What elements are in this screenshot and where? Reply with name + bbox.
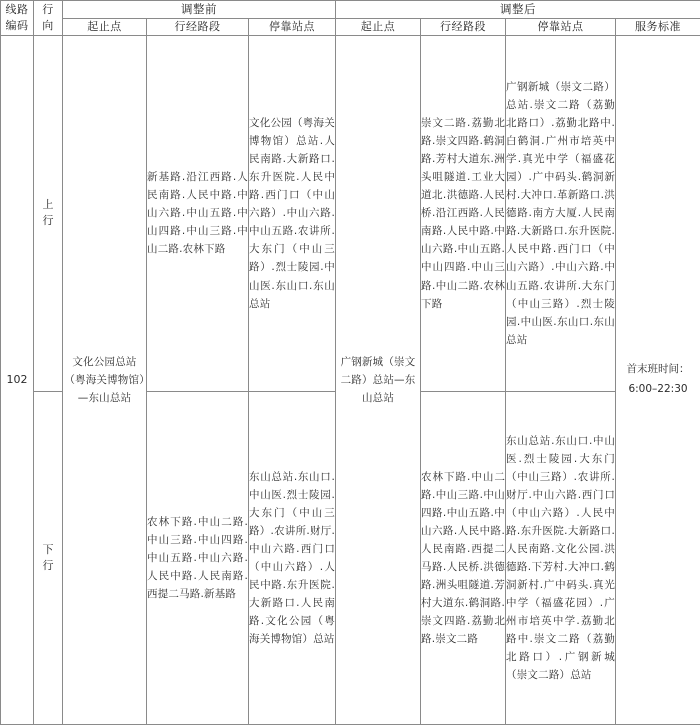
header-line-code <box>1 1 34 36</box>
header-after-terminals: 起止点 <box>336 18 421 35</box>
cell-before-terminals: 文化公园总站（粤海关博物馆）—东山总站 <box>63 35 147 724</box>
header-line-code-line2: 编码 <box>5 18 29 32</box>
cell-line-code: 102 <box>1 35 34 724</box>
cell-before-road-sections-downbound: 农林下路.中山二路.中山三路.中山四路.中山五路.中山六路.人民中路.人民南路.西提二马路.新基路 <box>147 392 249 725</box>
table-row-upbound <box>1 35 700 392</box>
cell-after-road-sections-upbound: 崇文二路.荔勤北路.崇文四路.鹤洞路.芳村大道东.洲头咀隧道.工业大道北.洪德路.人民桥.沿江西路.人民南路.人民中路.中山六路.中山五路.中山四路.中山三路.中山二路.农林下路 <box>421 35 506 392</box>
header-direction-line1: 行 <box>42 2 54 16</box>
header-line-code-line1: 线路 <box>5 2 29 16</box>
direction-upbound-line1: 上 <box>42 198 54 212</box>
cell-after-road-sections-downbound: 农林下路.中山二路.中山三路.中山四路.中山五路.中山六路.人民中路.人民南路.西提二马路.人民桥.洪德路.洲头咀隧道.芳村大道东.鹤洞路.崇文四路.荔勤北路.崇文二路 <box>421 392 506 725</box>
header-after-stops: 停靠站点 <box>506 18 616 35</box>
service-standard-value: 6:00–22:30 <box>628 382 688 395</box>
cell-before-stops-downbound: 东山总站.东山口.中山医.烈士陵园.大东门（中山三路）.农讲所.财厅.中山六路.西门口（中山六路）.人民中路.东升医院.大新路口.人民南路.文化公园（粤海关博物馆）总站 <box>249 392 336 725</box>
header-after-group: 调整后 <box>336 1 700 19</box>
header-service-standard: 服务标准 <box>616 18 700 35</box>
table-header <box>1 1 700 36</box>
header-before-stops: 停靠站点 <box>249 18 336 35</box>
cell-after-stops-downbound: 东山总站.东山口.中山医.烈士陵园.大东门（中山三路）.农讲所.财厅.中山六路.西门口（中山六路）.人民中路.东升医院.大新路口.人民南路.文化公园.洪德路.下芳村.大冲口.鹤洞新村.广中码头.真光中学（福盛花园）.广州市培英中学.荔勤北路中.崇文二路（荔勤北路口）.广钢新城（崇文二路）总站 <box>506 392 616 725</box>
direction-downbound-line1: 下 <box>42 543 54 557</box>
header-before-group: 调整前 <box>63 1 336 19</box>
cell-direction-upbound <box>34 35 63 392</box>
direction-downbound-line2: 行 <box>42 559 54 573</box>
cell-after-stops-upbound: 广钢新城（崇文二路）总站.崇文二路（荔勤北路口）.荔勤北路中.白鹤洞.广州市培英中学.真光中学（福盛花园）.广中码头.鹤洞新村.大冲口.革新路口.洪德路.南方大厦.人民南路.大新路口.东升医院.人民中路.西门口（中山六路）.中山六路.中山五路.农讲所.大东门（中山三路）.烈士陵园.中山医.东山口.东山总站 <box>506 35 616 392</box>
cell-direction-downbound <box>34 392 63 725</box>
header-direction-line2: 向 <box>42 18 54 32</box>
header-row-group <box>1 1 700 19</box>
header-row-sub <box>1 18 700 35</box>
header-before-road-sections: 行经路段 <box>147 18 249 35</box>
cell-before-road-sections-upbound: 新基路.沿江西路.人民南路.人民中路.中山六路.中山五路.中山四路.中山三路.中山二路.农林下路 <box>147 35 249 392</box>
service-standard-label: 首末班时间： <box>626 362 690 375</box>
cell-service-standard <box>616 35 700 724</box>
header-after-road-sections: 行经路段 <box>421 18 506 35</box>
direction-upbound-line2: 行 <box>42 214 54 228</box>
header-direction <box>34 1 63 36</box>
header-before-terminals: 起止点 <box>63 18 147 35</box>
cell-before-stops-upbound: 文化公园（粤海关博物馆）总站.人民南路.大新路口.东升医院.人民中路.西门口（中山六路）.中山六路.中山五路.农讲所.大东门（中山三路）.烈士陵园.中山医.东山口.东山总站 <box>249 35 336 392</box>
table-body <box>1 35 700 724</box>
cell-after-terminals: 广钢新城（崇文二路）总站—东山总站 <box>336 35 421 724</box>
